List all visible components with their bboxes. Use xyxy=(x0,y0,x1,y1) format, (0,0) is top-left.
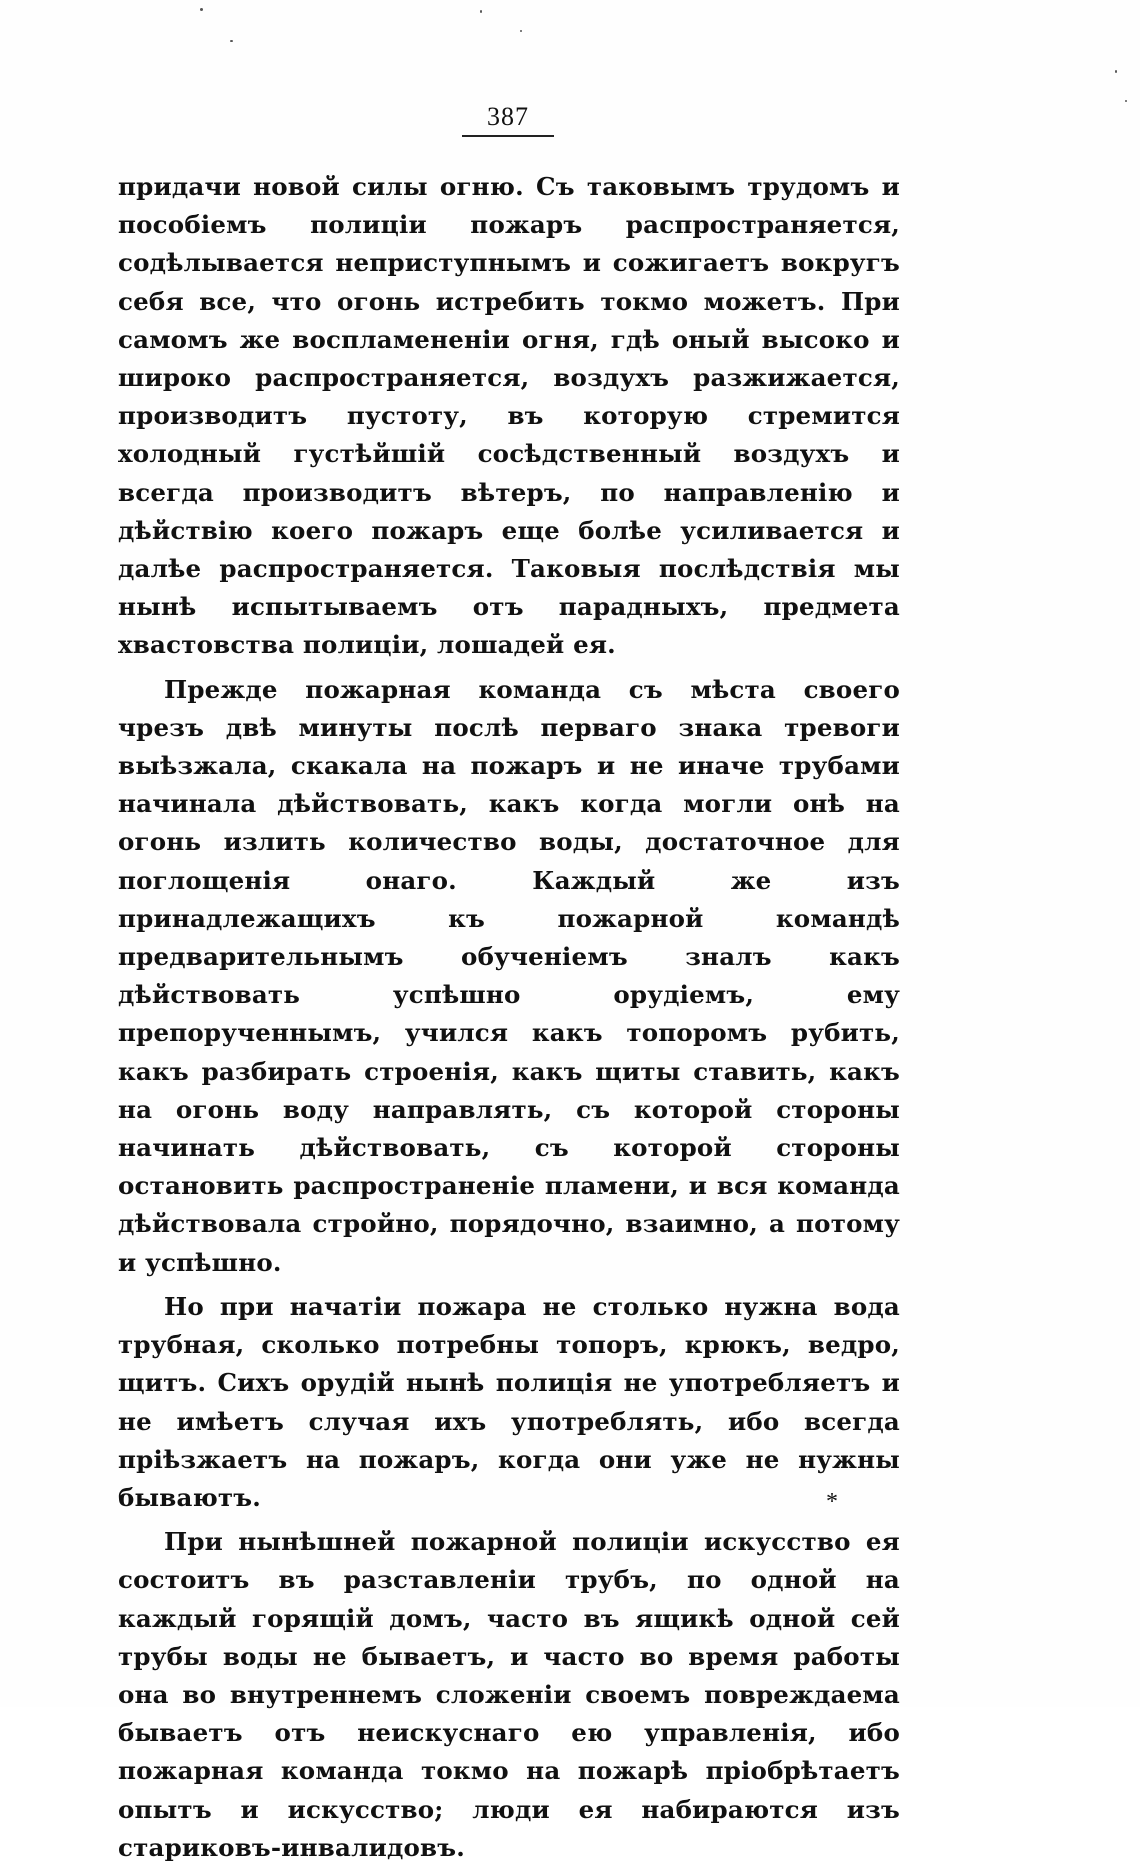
paragraph-3: Но при начатіи пожара не столько нужна вода трубная, сколько потребны топоръ, крюкъ, ведро, щитъ. Сихъ орудій нынѣ полиція не употребляетъ и не имѣетъ случая ихъ употреблять, ибо всегда пріѣзжаетъ на пожаръ, когда они уже не нужны бываютъ. xyxy=(118,1291,900,1512)
scan-speck xyxy=(1115,70,1117,73)
scan-speck xyxy=(1125,100,1127,102)
paragraph-2: Прежде пожарная команда съ мѣста своего чрезъ двѣ минуты послѣ перваго знака тревоги выѣзжала, скакала на пожаръ и не иначе трубами начинала дѣйствовать, какъ когда могли онѣ на огонь излить количество воды, достаточное для поглощенія онаго. Каждый же изъ принадлежащихъ къ пожарной командѣ предварительнымъ обученіемъ зналъ какъ дѣйствовать успѣшно орудіемъ, ему препорученнымъ, учился какъ топоромъ рубить, какъ разбирать строенія, какъ щиты ставить, какъ на огонь воду направлять, съ которой стороны начинать дѣйствовать, съ которой стороны остановить распространеніе пламени, и вся команда дѣйствовала стройно, порядочно, взаимно, а потому и успѣшно. xyxy=(118,674,900,1277)
scan-speck xyxy=(200,8,203,11)
body-text xyxy=(118,168,900,1867)
scan-speck xyxy=(230,40,233,42)
paragraph-1: придачи новой силы огню. Съ таковымъ трудомъ и пособіемъ полиціи пожаръ распространяется, содѣлывается неприступнымъ и сожигаетъ вокругъ себя все, что огонь истребить токмо можетъ. При самомъ же воспламененіи огня, гдѣ оный высоко и широко распространяется, воздухъ разжижается, производитъ пустоту, въ которую стремится холодный густѣйшій сосѣдственный воздухъ и всегда производитъ вѣтеръ, по направленію и дѣйствію коего пожаръ еще болѣе усиливается и далѣе распространяется. Таковыя послѣдствія мы нынѣ испытываемъ отъ парадныхъ, предмета хвастовства полиціи, лошадей ея. xyxy=(118,172,900,660)
scan-speck xyxy=(520,30,522,32)
footer-asterisk: * xyxy=(826,1489,838,1515)
page-number: 387 xyxy=(487,102,529,131)
scan-speck xyxy=(480,10,482,13)
paragraph-4: При нынѣшней пожарной полиціи искусство ея состоитъ въ разставленіи трубъ, по одной на каждый горящій домъ, часто въ ящикѣ одной сей трубы воды не бываетъ, и часто во время работы она во внутреннемъ сложеніи своемъ повреждаема бываетъ отъ неискуснаго ею управленія, ибо пожарная команда токмо на пожарѣ пріобрѣтаетъ опытъ и искусство; люди ея набираются изъ стариковъ-инвалидовъ. xyxy=(118,1527,900,1862)
page-number-rule xyxy=(462,135,554,137)
